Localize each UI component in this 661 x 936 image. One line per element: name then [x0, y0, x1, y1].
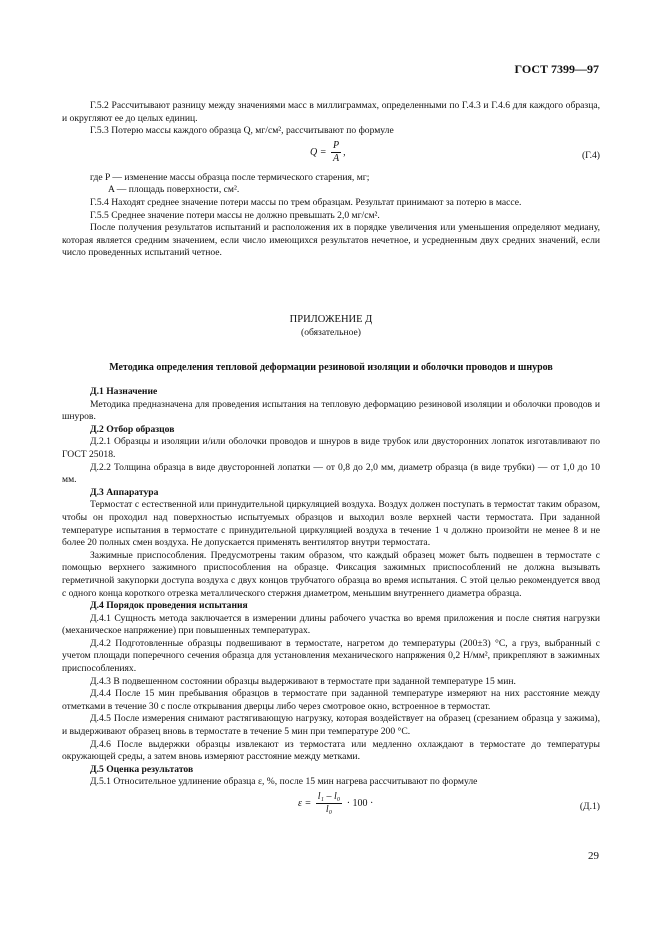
- formula-d1: [62, 789, 600, 825]
- appendix-status: (обязательное): [301, 326, 361, 338]
- paragraph-g54: Г.5.4 Находят среднее значение потери массы по трем образцам. Результат принимают за потерю в массе.: [90, 196, 522, 208]
- paragraph-d43: Д.4.3 В подвешенном состоянии образцы выдерживают в термостате при заданной температуре 15 мин.: [90, 675, 516, 687]
- formula-d1-denominator: l₀: [325, 804, 333, 815]
- document-code: ГОСТ 7399—97: [514, 62, 599, 76]
- where-a: A — площадь поверхности, см².: [108, 184, 240, 196]
- paragraph-d42: Д.4.2 Подготовленные образцы подвешивают в термостате, нагретом до температуры (200±3) °С, а груз, выбранный с учетом площади поперечного сечения образца для установления механического напряжения 0,2 Н/мм², прикрепляют в зажимных приспособлениях.: [62, 637, 600, 675]
- paragraph-d45: Д.4.5 После измерения снимают растягивающую нагрузку, которая воздействует на образец (срезанием образца у зажима), и выдерживают образец вновь в термостате в течение 5 мин при температуре 200 °С.: [62, 713, 600, 738]
- section-d4-title: Д.4 Порядок проведения испытания: [90, 600, 248, 612]
- paragraph-d41: Д.4.1 Сущность метода заключается в измерении длины рабочего участка во время приложения и после снятия нагрузки (механическое напряжение) при повышенных температурах.: [62, 612, 600, 637]
- formula-g4-fraction: [331, 140, 341, 165]
- section-d3-title: Д.3 Аппаратура: [90, 486, 159, 498]
- paragraph-d3-1: Термостат с естественной или принудительной циркуляцией воздуха. Воздух должен поступать в термостат таким образом, чтобы он проходил над поверхностью испытуемых образцов и выходил возле верхней части термостата. При заданной температуре испытания в термостате с принудительной циркуляцией воздуха в течение 1 ч должно произойти не менее 8 и не более 20 полных смен воздуха. Не допускается применять вентилятор внутри термостата.: [62, 499, 600, 549]
- section-d1-title: Д.1 Назначение: [90, 386, 158, 397]
- section-d1-text: Методика предназначена для проведения испытания на тепловую деформацию резиновой изоляции и оболочки проводов и шнуров.: [62, 398, 600, 423]
- appendix-title: ПРИЛОЖЕНИЕ Д: [289, 314, 373, 325]
- paragraph-g53: Г.5.3 Потерю массы каждого образца Q, мг/см², рассчитывают по формуле: [90, 125, 394, 137]
- formula-d1-fraction: [316, 791, 343, 816]
- section-d5-title: Д.5 Оценка результатов: [90, 763, 194, 775]
- paragraph-g52: Г.5.2 Рассчитывают разницу между значениями масс в миллиграммах, определенными по Г.4.3 и Г.4.6 для каждого образца, и округляют ее до целых единиц.: [62, 100, 600, 124]
- formula-d1-numerator: l₁ – l₀: [317, 791, 341, 802]
- formula-g4-numerator: P: [332, 139, 340, 151]
- formula-g4-expression: [310, 140, 346, 165]
- formula-d1-tail: · 100 ·: [346, 797, 374, 809]
- appendix-heading-block: [62, 362, 600, 375]
- formula-g4-denominator: A: [332, 152, 340, 164]
- top-section: [62, 100, 600, 260]
- formula-d1-label: (Д.1): [579, 801, 600, 812]
- paragraph-g55: Г.5.5 Среднее значение потери массы не должно превышать 2,0 мг/см².: [90, 209, 380, 221]
- paragraph-d22: Д.2.2 Толщина образца в виде двусторонней лопатки — от 0,8 до 2,0 мм, диаметр образца (в виде трубки) — от 1,0 до 10 мм.: [62, 461, 600, 486]
- paragraph-d46: Д.4.6 После выдержки образцы извлекают из термостата или медленно охлаждают в термостате до температуры окружающей среды, а затем вновь измеряют расстояние между метками.: [62, 738, 600, 763]
- formula-g4: [62, 138, 600, 172]
- paragraph-d51: Д.5.1 Относительное удлинение образца ε, %, после 15 мин нагрева рассчитывают по формуле: [90, 776, 478, 788]
- page-number: 29: [588, 850, 599, 862]
- formula-d1-lhs: ε =: [298, 797, 312, 809]
- appendix-body: [62, 386, 600, 825]
- formula-g4-tail: ,: [343, 146, 346, 158]
- formula-d1-expression: [298, 791, 373, 816]
- section-d2-title: Д.2 Отбор образцов: [90, 423, 175, 435]
- formula-g4-label: (Г.4): [581, 149, 600, 161]
- appendix-title-block: [62, 314, 600, 339]
- appendix-heading: Методика определения тепловой деформации резиновой изоляции и оболочки проводов и шнуров: [109, 362, 553, 373]
- paragraph-d3-2: Зажимные приспособления. Предусмотрены таким образом, что каждый образец может быть подвешен в термостате с помощью верхнего зажимного приспособления на образце. Фиксация зажимных приспособлений не должна вызывать герметичной закупорки доступа воздуха с двух концов трубчатого образца во время испытания. С этой целью рекомендуется ввод с одного конца короткого отрезка металлического стержня диаметром, меньшим внутреннего диаметра образца.: [62, 549, 600, 599]
- formula-g4-lhs: Q =: [310, 146, 327, 158]
- paragraph-after: После получения результатов испытаний и расположения их в порядке увеличения или уменьшения определяют медиану, которая является средним значением, если число имеющихся результатов нечетное, и усредненным двух средних значений, если число проведенных испытаний четное.: [62, 222, 600, 259]
- paragraph-d21: Д.2.1 Образцы и изоляции и/или оболочки проводов и шнуров в виде трубок или двусторонних лопаток изготавливают по ГОСТ 25018.: [62, 436, 600, 460]
- paragraph-d44: Д.4.4 После 15 мин пребывания образцов в термостате при заданной температуре измеряют на них расстояние между отметками в течение 30 с после открывания дверцы либо через смотровое окно, встроенное в термостат.: [62, 688, 600, 712]
- where-p: где P — изменение массы образца после термического старения, мг;: [90, 171, 370, 183]
